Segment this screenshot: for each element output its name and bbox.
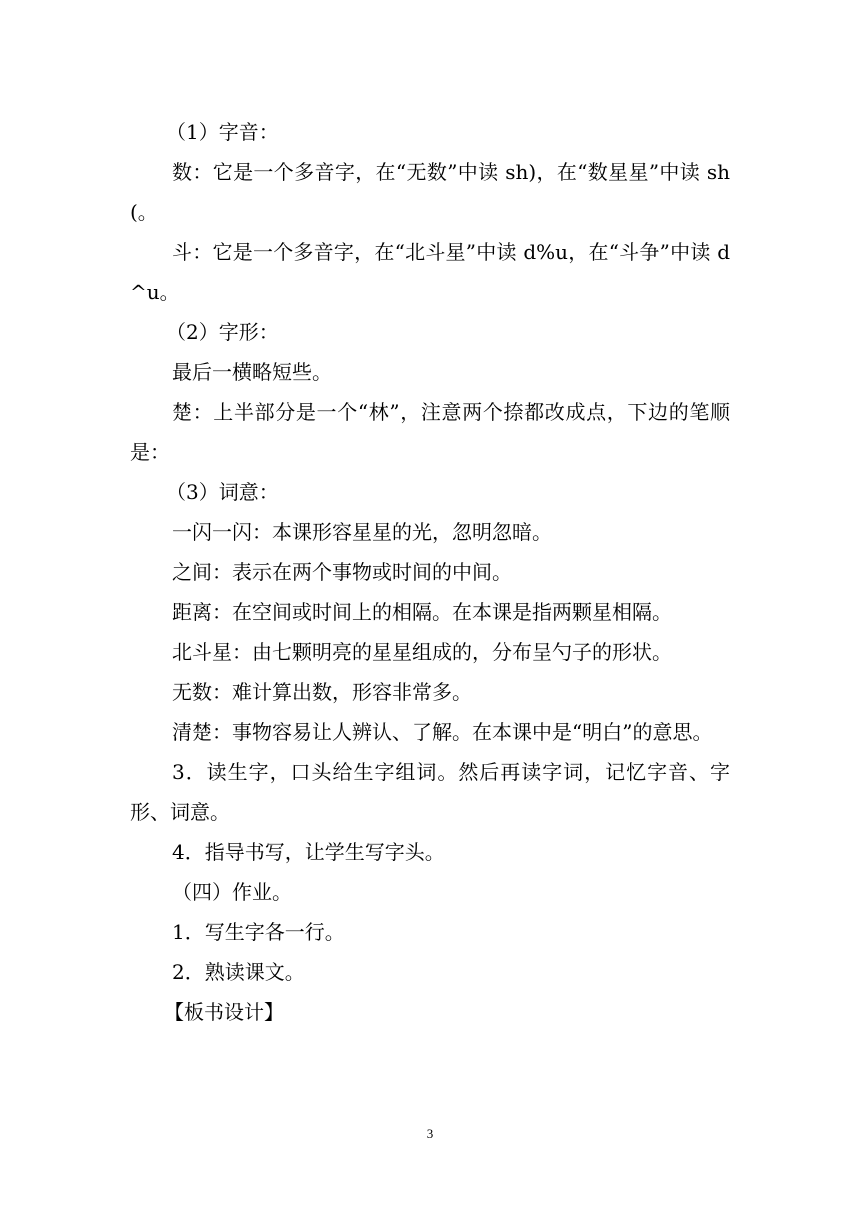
heading-board-design: 【板书设计】: [164, 1000, 284, 1024]
paragraph-step-3: 3．读生字，口头给生字组词。然后再读字词，记忆字音、字形、词意。: [130, 760, 730, 824]
homework-item-1: 1．写生字各一行。: [172, 920, 345, 944]
page-number: 3: [426, 1126, 434, 1141]
subheading-pronunciation: （1）字音：: [166, 120, 279, 144]
paragraph-last-stroke: 最后一横略短些。: [172, 360, 332, 384]
paragraph-shu: 数：它是一个多音字，在“无数”中读 sh)，在“数星星”中读 sh(。: [130, 160, 730, 224]
document-body: [130, 112, 730, 1032]
paragraph-juli: 距离：在空间或时间上的相隔。在本课是指两颗星相隔。: [172, 600, 672, 624]
paragraph-zhijian: 之间：表示在两个事物或时间的中间。: [172, 560, 512, 584]
paragraph-beidouxing: 北斗星：由七颗明亮的星星组成的，分布呈勺子的形状。: [172, 640, 672, 664]
paragraph-chu: 楚：上半部分是一个“林”，注意两个捺都改成点，下边的笔顺是：: [130, 400, 730, 464]
subheading-character-form: （2）字形：: [166, 320, 279, 344]
heading-homework: （四）作业。: [172, 880, 292, 904]
subheading-word-meaning: （3）词意：: [166, 480, 279, 504]
paragraph-yishanyishan: 一闪一闪：本课形容星星的光，忽明忽暗。: [172, 520, 552, 544]
homework-item-2: 2．熟读课文。: [172, 960, 305, 984]
paragraph-dou: 斗：它是一个多音字，在“北斗星”中读 d%u，在“斗争”中读 d^u。: [130, 240, 730, 304]
paragraph-qingchu: 清楚：事物容易让人辨认、了解。在本课中是“明白”的意思。: [172, 720, 713, 744]
paragraph-step-4: 4．指导书写，让学生写字头。: [172, 840, 445, 864]
paragraph-wushu: 无数：难计算出数，形容非常多。: [172, 680, 472, 704]
